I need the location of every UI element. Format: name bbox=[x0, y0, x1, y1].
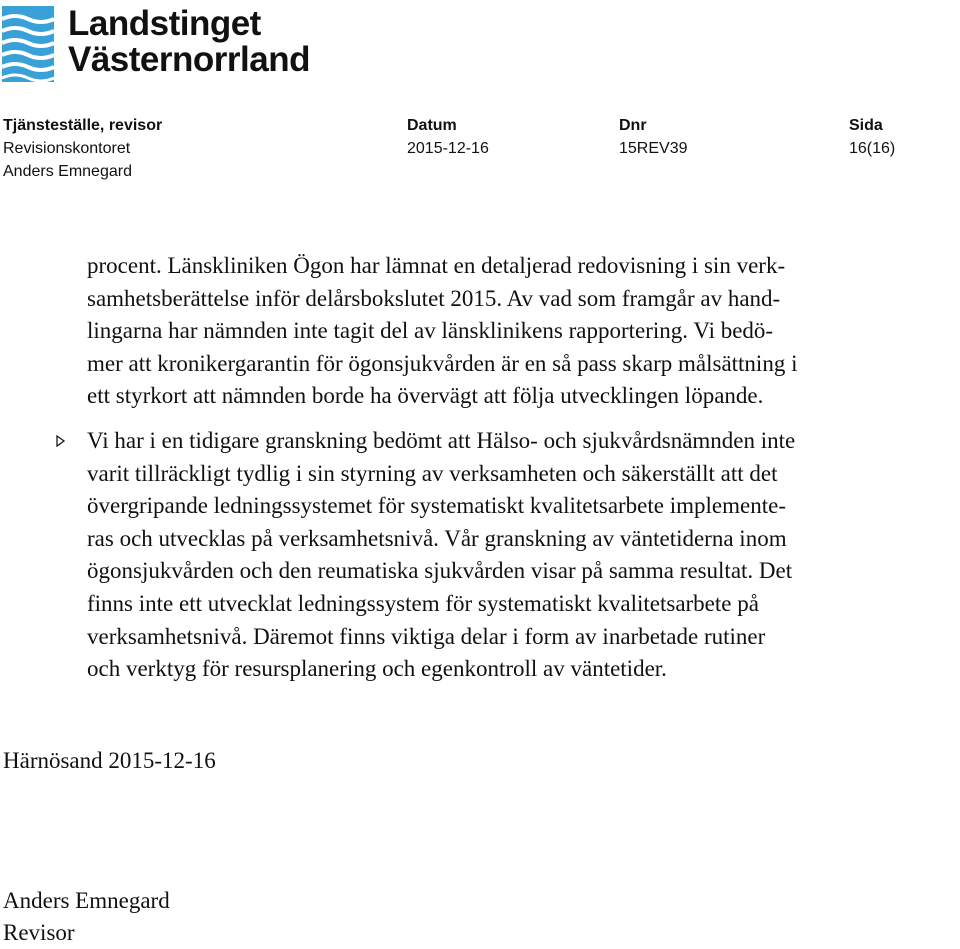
page-label: Sida bbox=[849, 117, 883, 134]
dnr-label: Dnr bbox=[619, 117, 647, 134]
waves-logo-icon bbox=[2, 6, 54, 82]
header-dnr-column bbox=[619, 114, 688, 160]
logo-wordmark bbox=[68, 6, 310, 78]
text-line: Vi har i en tidigare granskning bedömt att Hälso- och sjukvårdsnämnden inte bbox=[87, 428, 796, 453]
bullet-paragraph bbox=[87, 425, 957, 686]
logo-line-2: Västernorrland bbox=[68, 40, 310, 79]
office-label: Tjänsteställe, revisor bbox=[3, 117, 163, 134]
signer-title: Revisor bbox=[3, 920, 75, 945]
text-line: ögonsjukvården och den reumatiska sjukvården visar på samma resultat. Det bbox=[87, 558, 793, 584]
date-label: Datum bbox=[407, 117, 457, 134]
paragraph-continuation bbox=[87, 250, 957, 413]
dnr-value: 15REV39 bbox=[619, 140, 688, 157]
text-line: procent. Länskliniken Ögon har lämnat en detaljerad redovisning i sin verk- bbox=[87, 253, 786, 278]
text-line: verksamhetsnivå. Däremot finns viktiga delar i form av inarbetade rutiner bbox=[87, 623, 766, 649]
text-line: mer att kronikergarantin för ögonsjukvården är en så pass skarp målsättning i bbox=[87, 350, 798, 376]
text-line: finns inte ett utvecklat ledningssystem för systematiskt kvalitetsarbete på bbox=[87, 590, 759, 616]
text-line: lingarna har nämnden inte tagit del av länsklinikens rapportering. Vi bedö- bbox=[87, 318, 774, 344]
header-date-column bbox=[407, 114, 489, 160]
text-line: ras och utvecklas på verksamhetsnivå. Vår granskning av väntetiderna inom bbox=[87, 525, 787, 551]
office-name: Revisionskontoret bbox=[3, 140, 131, 157]
date-value: 2015-12-16 bbox=[407, 140, 489, 157]
place-and-date: Härnösand 2015-12-16 bbox=[3, 748, 216, 773]
organization-logo bbox=[2, 6, 322, 82]
office-person: Anders Emnegard bbox=[3, 163, 132, 180]
logo-line-1: Landstinget bbox=[68, 4, 261, 43]
page-value: 16(16) bbox=[849, 140, 896, 157]
header-office-column bbox=[3, 114, 162, 183]
signer-name: Anders Emnegard bbox=[3, 888, 170, 913]
text-line: varit tillräckligt tydlig i sin styrning av verksamheten och säkerställt att det bbox=[87, 460, 778, 486]
text-line: övergripande ledningssystemet för systematiskt kvalitetsarbete implemente- bbox=[87, 493, 786, 519]
triangle-bullet-icon bbox=[55, 435, 67, 447]
text-line: ett styrkort att nämnden borde ha övervägt att följa utvecklingen löpande. bbox=[87, 383, 764, 409]
signature-block bbox=[3, 885, 170, 949]
header-page-column bbox=[849, 114, 895, 160]
text-line: och verktyg för resursplanering och egenkontroll av väntetider. bbox=[87, 656, 667, 682]
text-line: samhetsberättelse inför delårsbokslutet 2015. Av vad som framgår av hand- bbox=[87, 285, 781, 311]
